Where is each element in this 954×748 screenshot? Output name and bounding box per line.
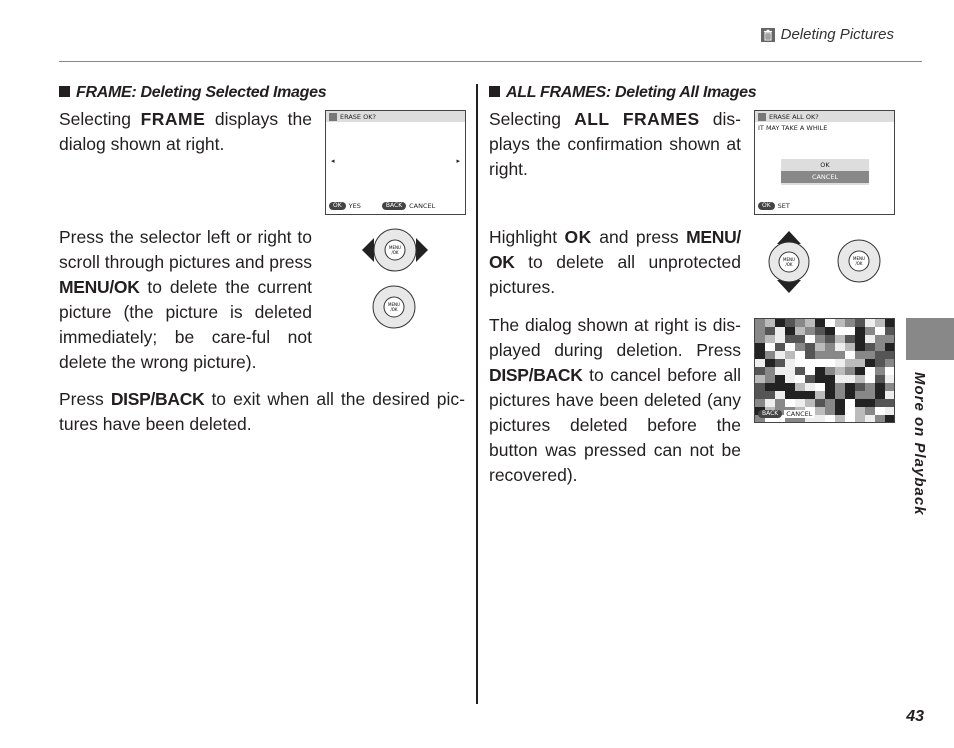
selector-menu-ok-diagram xyxy=(371,284,417,330)
back-pill: BACK xyxy=(758,410,782,418)
option-cancel: CANCEL xyxy=(781,171,869,183)
chapter-label: More on Playback xyxy=(911,372,928,516)
svg-text:MENU: MENU xyxy=(783,257,795,262)
section-heading-all-frames: ALL FRAMES: Deleting All Images xyxy=(489,84,756,102)
noise-pattern xyxy=(755,319,894,423)
paragraph-all-frames-intro: Selecting ALL FRAMES dis-plays the confirmation shown at right. xyxy=(489,109,742,179)
yes-label: YES xyxy=(348,202,361,210)
running-header-title: Deleting Pictures xyxy=(780,26,894,43)
trash-icon xyxy=(761,28,775,42)
paragraph-highlight-ok: Highlight OK and press MENU/ OK to delete all unprotected pictures. xyxy=(489,227,741,297)
column-divider xyxy=(476,84,478,704)
cancel-label: CANCEL xyxy=(409,202,436,210)
back-pill: BACK xyxy=(382,202,406,210)
ok-pill: OK xyxy=(329,202,346,210)
chapter-tab xyxy=(906,318,954,360)
option-ok: OK xyxy=(820,161,830,169)
cancel-label: CANCEL xyxy=(786,410,813,418)
header-rule xyxy=(59,61,922,62)
paragraph-frame-intro: Selecting FRAME displays the dialog shown at right. xyxy=(59,109,312,154)
svg-text:MENU: MENU xyxy=(853,256,865,261)
paragraph-deletion-progress: The dialog shown at right is dis-played during deletion. Press DISP/BACK to cancel before all pictures have been deleted (any pictures deleted before the button was pressed can not be recovered). xyxy=(489,315,741,485)
trash-icon xyxy=(329,113,337,121)
paragraph-frame-exit: Press DISP/BACK to exit when all the desired pic-tures have been deleted. xyxy=(59,389,465,434)
screen-title-bar: ERASE ALL OK? xyxy=(755,111,894,122)
trash-icon xyxy=(758,113,766,121)
section-heading-frame: FRAME: Deleting Selected Images xyxy=(59,84,326,102)
option-menu xyxy=(781,159,869,185)
set-label: SET xyxy=(777,202,790,210)
screen-footer xyxy=(758,202,790,210)
erase-ok-screen xyxy=(325,110,466,215)
screen-subtitle: IT MAY TAKE A WHILE xyxy=(758,124,828,132)
page-number: 43 xyxy=(906,708,924,725)
svg-text:/OK: /OK xyxy=(390,307,398,312)
bullet-square-icon xyxy=(59,86,70,97)
screen-footer xyxy=(758,410,814,418)
erase-all-ok-screen xyxy=(754,110,895,215)
left-arrow-icon: ◂ xyxy=(331,157,335,165)
running-header xyxy=(761,26,894,43)
selector-left-right-diagram xyxy=(360,228,430,276)
selector-up-down-diagram xyxy=(764,230,814,294)
selector-menu-ok-diagram xyxy=(836,238,882,284)
screen-title-bar: ERASE OK? xyxy=(326,111,465,122)
screen-footer xyxy=(329,202,435,210)
deleting-progress-screen xyxy=(754,318,895,423)
svg-text:/OK: /OK xyxy=(785,262,793,267)
ok-pill: OK xyxy=(758,202,775,210)
svg-text:/OK: /OK xyxy=(855,261,863,266)
svg-text:MENU: MENU xyxy=(389,245,401,250)
svg-text:MENU: MENU xyxy=(388,302,400,307)
svg-text:/OK: /OK xyxy=(391,250,399,255)
right-arrow-icon: ▸ xyxy=(456,157,460,165)
paragraph-frame-select: Press the selector left or right to scroll through pictures and press MENU/OK to delete the current picture (the picture is deleted immediately; be care-ful not delete the wrong picture). xyxy=(59,227,312,372)
bullet-square-icon xyxy=(489,86,500,97)
